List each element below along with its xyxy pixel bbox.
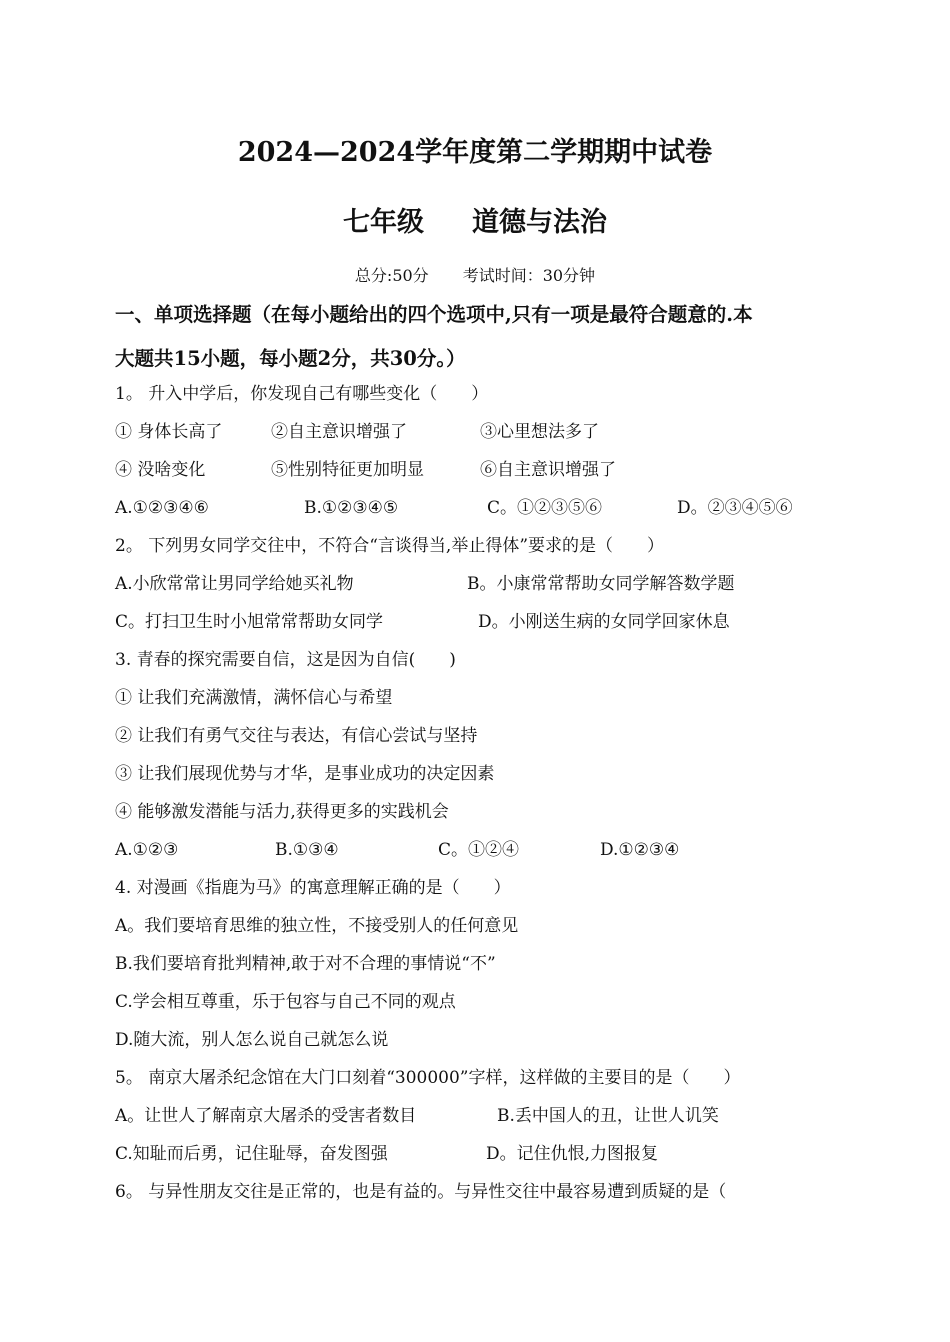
q1-item-6: ⑥自主意识增强了 xyxy=(480,460,616,480)
grade-label: 七年级 xyxy=(343,207,424,238)
exam-time: 考试时间：30分钟 xyxy=(462,266,596,285)
q4-option-d: D.随大流，别人怎么说自己就怎么说 xyxy=(115,1030,389,1050)
q2-option-a: A.小欣常常让男同学给她买礼物 xyxy=(115,574,354,594)
q1-item-1: ① 身体长高了 xyxy=(115,422,223,442)
q3-item-4: ④ 能够激发潜能与活力,获得更多的实践机会 xyxy=(115,802,449,822)
section-heading-line1: 一、单项选择题（在每小题给出的四个选项中,只有一项是最符合题意的.本 xyxy=(115,303,753,326)
question-6-stem: 6。 与异性朋友交往是正常的，也是有益的。与异性交往中最容易遭到质疑的是（ xyxy=(115,1182,727,1202)
q4-option-a: A。我们要培育思维的独立性，不接受别人的任何意见 xyxy=(115,916,519,936)
q3-option-a: A.①②③ xyxy=(115,840,179,860)
q5-option-d: D。记住仇恨,力图报复 xyxy=(486,1144,659,1164)
q3-item-1: ① 让我们充满激情，满怀信心与希望 xyxy=(115,688,393,708)
question-1-stem: 1。 升入中学后，你发现自己有哪些变化（ ） xyxy=(115,384,489,404)
q1-option-b: B.①②③④⑤ xyxy=(304,498,399,518)
exam-subtitle xyxy=(0,200,950,239)
q5-option-a: A。让世人了解南京大屠杀的受害者数目 xyxy=(115,1106,417,1126)
q3-option-b: B.①③④ xyxy=(275,840,339,860)
question-3-stem: 3. 青春的探究需要自信，这是因为自信( ) xyxy=(115,650,456,670)
total-score: 总分:50分 xyxy=(354,266,429,285)
q1-item-5: ⑤性别特征更加明显 xyxy=(271,460,424,480)
q3-item-3: ③ 让我们展现优势与才华，是事业成功的决定因素 xyxy=(115,764,495,784)
question-5-stem: 5。 南京大屠杀纪念馆在大门口刻着“300000”字样，这样做的主要目的是（ ） xyxy=(115,1068,741,1088)
q2-option-c: C。打扫卫生时小旭常常帮助女同学 xyxy=(115,612,384,632)
q1-item-4: ④ 没啥变化 xyxy=(115,460,206,480)
q4-option-c: C.学会相互尊重，乐于包容与自己不同的观点 xyxy=(115,992,456,1012)
q5-option-b: B.丢中国人的丑，让世人讥笑 xyxy=(497,1106,719,1126)
exam-title: 2024—2024学年度第二学期期中试卷 xyxy=(237,137,713,168)
exam-meta xyxy=(0,263,950,286)
subject-label: 道德与法治 xyxy=(472,207,607,238)
q1-option-d: D。②③④⑤⑥ xyxy=(677,498,793,518)
q1-option-a: A.①②③④⑥ xyxy=(115,498,209,518)
q3-option-c: C。①②④ xyxy=(438,840,520,860)
q3-item-2: ② 让我们有勇气交往与表达，有信心尝试与坚持 xyxy=(115,726,478,746)
q1-option-c: C。①②③⑤⑥ xyxy=(487,498,603,518)
question-2-stem: 2。 下列男女同学交往中，不符合“言谈得当,举止得体”要求的是（ ） xyxy=(115,536,665,556)
q2-option-b: B。小康常常帮助女同学解答数学题 xyxy=(467,574,735,594)
q2-option-d: D。小刚送生病的女同学回家休息 xyxy=(478,612,730,632)
question-4-stem: 4. 对漫画《指鹿为马》的寓意理解正确的是（ ） xyxy=(115,878,511,898)
q1-item-3: ③心里想法多了 xyxy=(480,422,599,442)
q4-option-b: B.我们要培育批判精神,敢于对不合理的事情说“不” xyxy=(115,954,496,974)
section-heading-line2: 大题共15小题，每小题2分，共30分。） xyxy=(115,347,466,370)
q3-option-d: D.①②③④ xyxy=(600,840,680,860)
q5-option-c: C.知耻而后勇，记住耻辱，奋发图强 xyxy=(115,1144,388,1164)
q1-item-2: ②自主意识增强了 xyxy=(271,422,407,442)
